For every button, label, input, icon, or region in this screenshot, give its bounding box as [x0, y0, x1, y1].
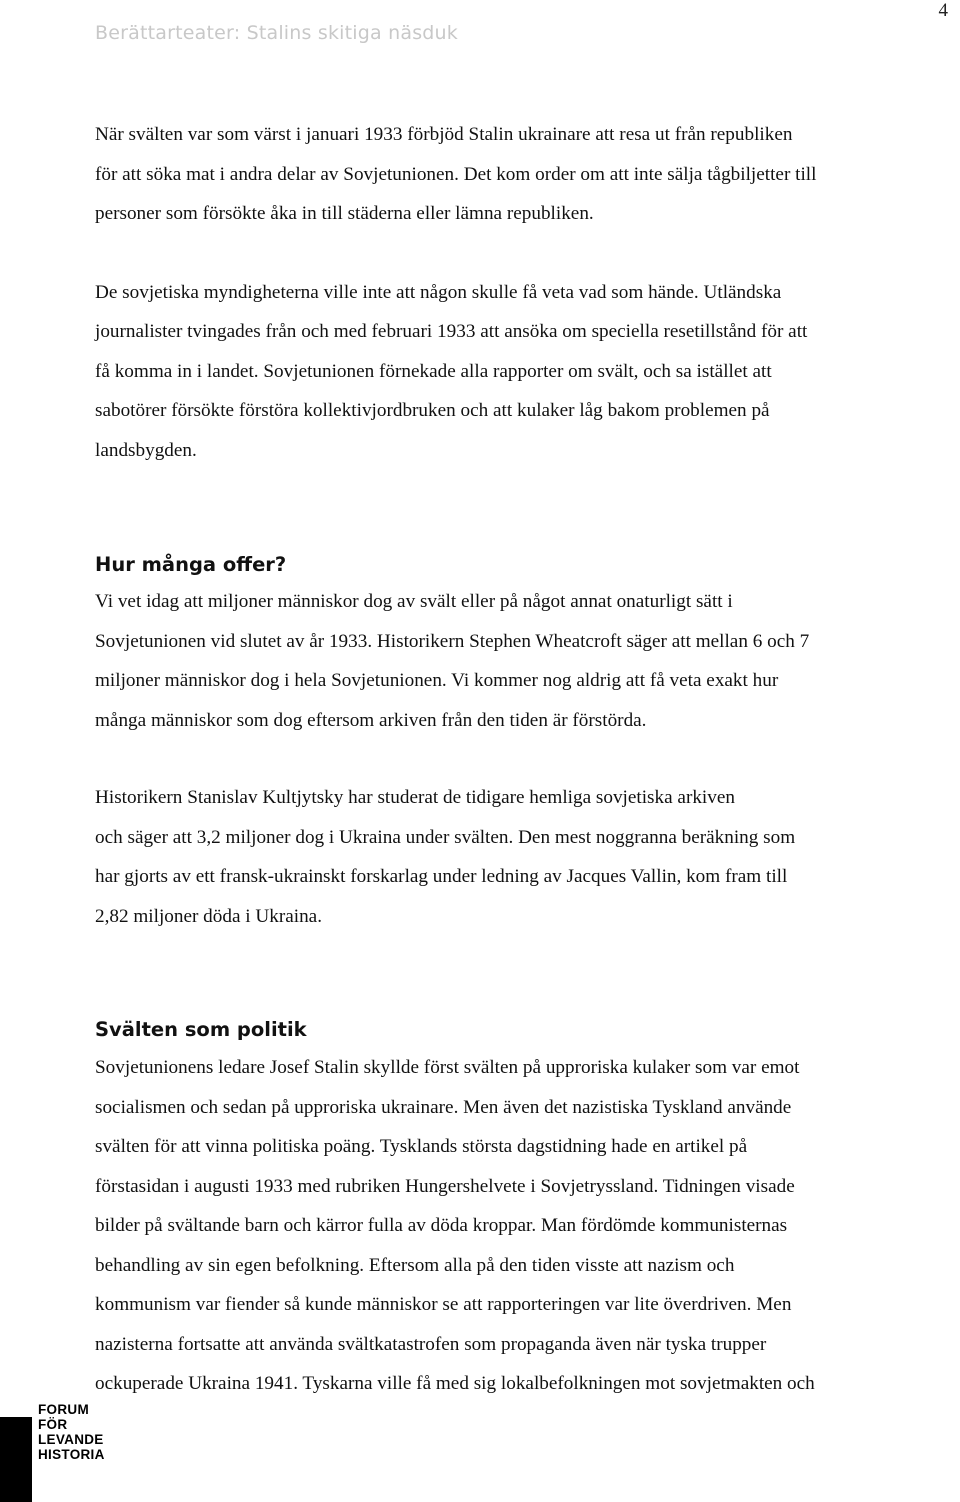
paragraph-ukraine-estimates [95, 778, 957, 936]
text-line: många människor som dog eftersom arkiven från den tiden är förstörda. [95, 709, 647, 731]
logo-text [38, 1402, 105, 1462]
text-line: sabotörer försökte förstöra kollektivjordbruken och att kulaker låg bakom problemen på [95, 400, 770, 421]
text-line: Vi vet idag att miljoner människor dog av svält eller på något annat onaturligt sätt i [95, 591, 733, 612]
logo-line: LEVANDE [38, 1432, 104, 1447]
text-line: Sovjetunionen vid slutet av år 1933. Historikern Stephen Wheatcroft säger att mellan 6 och 7 [95, 630, 810, 652]
logo-line: FORUM [38, 1402, 89, 1417]
text-line: miljoner människor dog i hela Sovjetunionen. Vi kommer nog aldrig att få veta exakt hur [95, 670, 779, 691]
text-line: och säger att 3,2 miljoner dog i Ukraina under svälten. Den mest noggranna beräkning som [95, 826, 796, 848]
logo-bar [0, 1417, 32, 1502]
paragraph-travel-ban [95, 115, 957, 234]
document-body [95, 115, 957, 1404]
text-line: få komma in i landet. Sovjetunionen förnekade alla rapporter om svält, och sa istället att [95, 360, 772, 382]
text-line: nazisterna fortsatte att använda svältkatastrofen som propaganda även när tyska trupper [95, 1333, 767, 1355]
text-line: journalister tvingades från och med februari 1933 att ansöka om speciella resetillstånd för att [95, 321, 808, 342]
text-line: socialismen och sedan på upproriska ukrainare. Men även det nazistiska Tyskland använde [95, 1096, 792, 1118]
logo-line: FÖR [38, 1417, 68, 1432]
text-line: behandling av sin egen befolkning. Eftersom alla på den tiden visste att nazism och [95, 1254, 735, 1276]
logo-line: HISTORIA [38, 1447, 105, 1462]
text-line: för att söka mat i andra delar av Sovjetunionen. Det kom order om att inte sälja tågbiljetter till [95, 163, 817, 185]
paragraph-secrecy [95, 273, 957, 471]
page-header-title: Berättarteater: Stalins skitiga näsduk [95, 22, 459, 44]
paragraph-politics [95, 1048, 957, 1404]
text-line: landsbygden. [95, 439, 197, 461]
text-line: svälten för att vinna politiska poäng. Tysklands största dagstidning hade en artikel på [95, 1136, 748, 1157]
text-line: De sovjetiska myndigheterna ville inte att någon skulle få veta vad som hände. Utländska [95, 281, 782, 303]
paragraph-victim-estimates [95, 582, 957, 740]
text-line: ockuperade Ukraina 1941. Tyskarna ville få med sig lokalbefolkningen mot sovjetmakten och [95, 1373, 815, 1394]
text-line: har gjorts av ett fransk-ukrainskt forskarlag under ledning av Jacques Vallin, kom fram till [95, 866, 788, 887]
page-number: 4 [938, 0, 948, 21]
text-line: 2,82 miljoner döda i Ukraina. [95, 905, 322, 927]
text-line: bilder på svältande barn och kärror fulla av döda kroppar. Man fördömde kommunisternas [95, 1215, 788, 1236]
text-line: Sovjetunionens ledare Josef Stalin skyllde först svälten på upproriska kulaker som var emot [95, 1057, 800, 1078]
text-line: personer som försökte åka in till städerna eller lämna republiken. [95, 203, 594, 224]
text-line: När svälten var som värst i januari 1933 förbjöd Stalin ukrainare att resa ut från republiken [95, 124, 793, 145]
text-line: kommunism var fiender så kunde människor se att rapporteringen var lite överdriven. Men [95, 1294, 792, 1315]
forum-levande-historia-logo [0, 1390, 120, 1502]
section-heading-victims: Hur många offer? [95, 553, 287, 576]
text-line: förstasidan i augusti 1933 med rubriken Hungershelvete i Sovjetryssland. Tidningen visade [95, 1175, 795, 1197]
text-line: Historikern Stanislav Kultjytsky har studerat de tidigare hemliga sovjetiska arkiven [95, 787, 735, 808]
section-heading-politics: Svälten som politik [95, 1018, 307, 1041]
